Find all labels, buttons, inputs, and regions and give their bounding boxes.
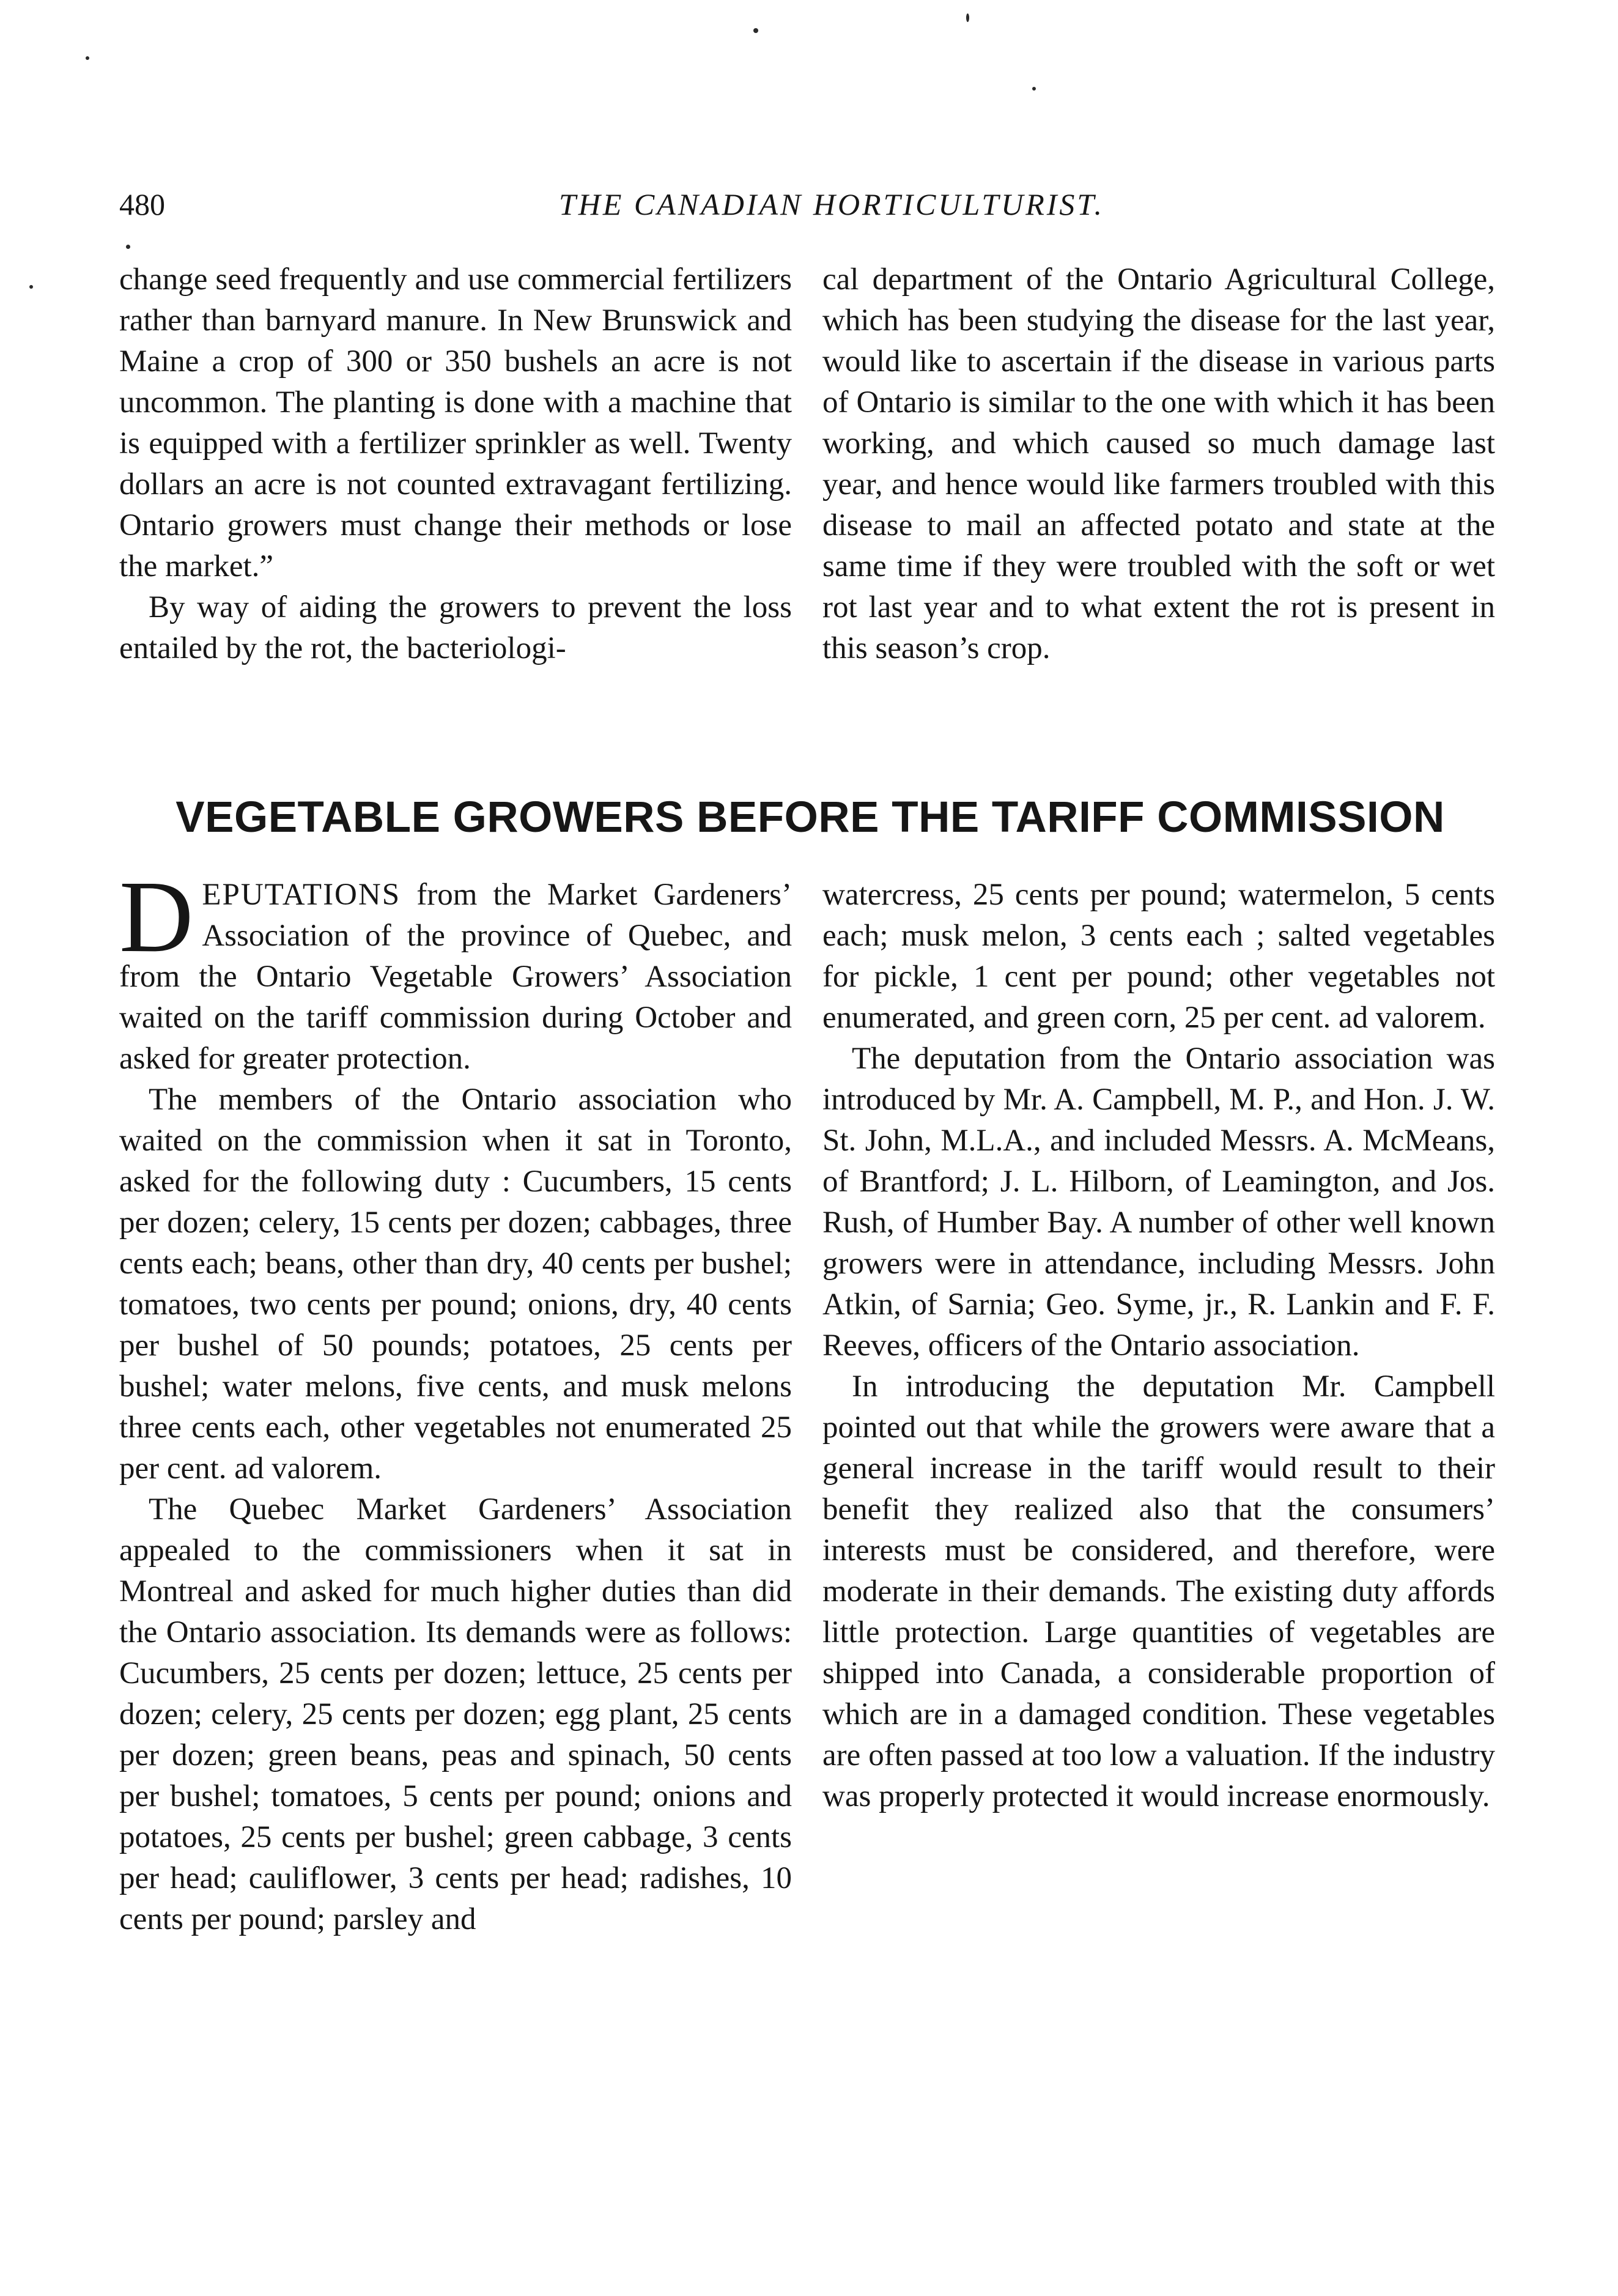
- lead-paragraph: [119, 860, 792, 1079]
- paragraph: The members of the Ontario association who waited on the commission when it sat in Toronto, asked for the following duty : Cucumbers, 15 cents per dozen; celery, 15 cents per dozen; cabbages, three cents each; beans, other than dry, 40 cents per bushel; tomatoes, two cents per pound; onions, dry, 40 cents per bushel of 50 pounds; potatoes, 25 cents per bushel; water melons, five cents, and musk melons three cents each, other vegetables not enumerated 25 per cent. ad valorem.: [119, 1083, 792, 1486]
- scan-speck: [86, 56, 89, 60]
- article-headline: VEGETABLE GROWERS BEFORE THE TARIFF COMMISSION: [175, 793, 1445, 842]
- drop-cap: D: [119, 860, 194, 974]
- lead-text: from the Market Gardeners’ Association of the province of Quebec, and from the Ontario Vegetable Growers’ Association waited on the tariff commission during October and asked for greater protection.: [119, 878, 792, 1076]
- scan-speck: [966, 13, 969, 22]
- lead-caps: EPUTATIONS: [202, 878, 401, 912]
- paragraph: cal department of the Ontario Agricultural College, which has been studying the disease for the last year, would like to ascertain if the disease in various parts of Ontario is similar to the one with which it has been working, and which caused so much damage last year, and hence would like farmers troubled with this disease to mail an affected potato and state at the same time if they were troubled with the soft or wet rot last year and to what extent the rot is present in this season’s crop.: [822, 262, 1495, 665]
- continued-text-right-column: [822, 259, 1495, 669]
- page-header: [119, 187, 1489, 235]
- continued-text-left-column: [119, 259, 792, 669]
- scan-speck: [29, 285, 33, 289]
- paragraph: By way of aiding the growers to prevent the loss entailed by the rot, the bacteriologi-: [119, 590, 792, 665]
- article-left-column: [119, 860, 792, 1940]
- paragraph: change seed frequently and use commercial fertilizers rather than barnyard manure. In New Brunswick and Maine a crop of 300 or 350 bushels an acre is not uncommon. The planting is done with a machine that is equipped with a fertilizer sprinkler as well. Twenty dollars an acre is not counted extravagant fertilizing. Ontario growers must change their methods or lose the market.”: [119, 262, 792, 583]
- scan-speck: [126, 245, 130, 249]
- paragraph: watercress, 25 cents per pound; watermelon, 5 cents each; musk melon, 3 cents each ; salted vegetables for pickle, 1 cent per pound; other vegetables not enumerated, and green corn, 25 per cent. ad valorem.: [822, 878, 1495, 1035]
- scan-speck: [1032, 87, 1036, 91]
- article-right-column: [822, 875, 1495, 1817]
- scan-speck: [753, 28, 758, 33]
- running-title: THE CANADIAN HORTICULTURIST.: [558, 187, 1105, 221]
- paragraph: The Quebec Market Gardeners’ Association appealed to the commissioners when it sat in Montreal and asked for much higher duties than did the Ontario association. Its demands were as follows: Cucumbers, 25 cents per dozen; lettuce, 25 cents per dozen; celery, 25 cents per dozen; egg plant, 25 cents per dozen; green beans, peas and spinach, 50 cents per bushel; tomatoes, 5 cents per pound; onions and potatoes, 25 cents per bushel; green cabbage, 3 cents per head; cauliflower, 3 cents per head; radishes, 10 cents per pound; parsley and: [119, 1492, 792, 1936]
- page-number: 480: [119, 187, 165, 221]
- paragraph: In introducing the deputation Mr. Campbell pointed out that while the growers were aware that a general increase in the tariff would result to their benefit they realized also that the consumers’ interests must be considered, and therefore, were moderate in their demands. The existing duty affords little protection. Large quantities of vegetables are shipped into Canada, a considerable proportion of which are in a damaged condition. These vegetables are often passed at too low a valuation. If the industry was properly protected it would increase enormously.: [822, 1369, 1495, 1813]
- paragraph: The deputation from the Ontario association was introduced by Mr. A. Campbell, M. P., and Hon. J. W. St. John, M.L.A., and included Messrs. A. McMeans, of Brantford; J. L. Hilborn, of Leamington, and Jos. Rush, of Humber Bay. A number of other well known growers were in attendance, including Messrs. John Atkin, of Sarnia; Geo. Syme, jr., R. Lankin and F. F. Reeves, officers of the Ontario association.: [822, 1042, 1495, 1363]
